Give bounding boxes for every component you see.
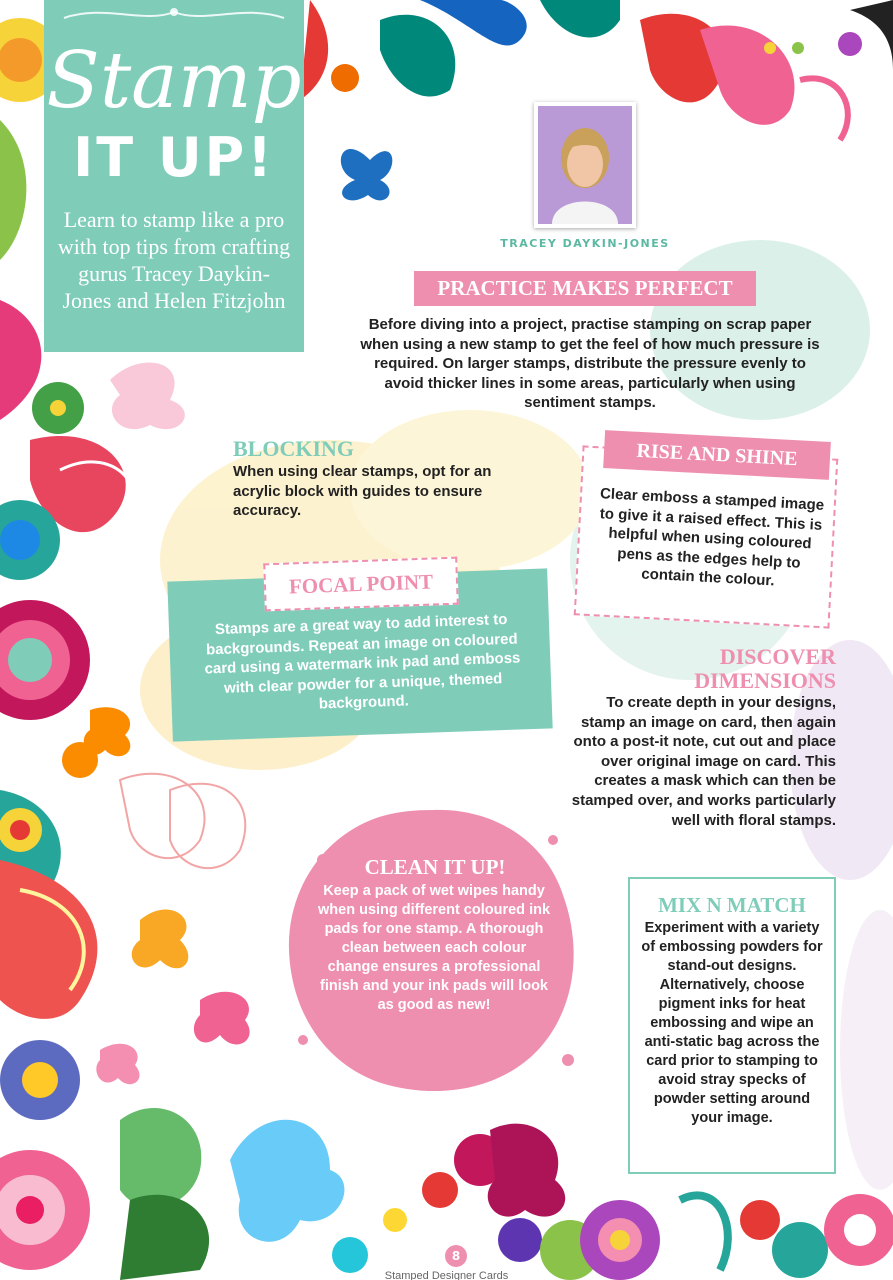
footer-title: Stamped Designer Cards — [384, 1270, 509, 1280]
focal-text: Stamps are a great way to add interest to backgrounds. Repeat an image on coloured card using a watermark ink pad and emboss with clear powder for a unique, themed background. — [204, 610, 521, 713]
blocking-text: When using clear stamps, opt for an acrylic block with guides to ensure accuracy. — [233, 463, 492, 520]
discover-heading-line1: DISCOVER — [719, 644, 836, 669]
rise-text: Clear emboss a stamped image to give it a raised effect. This is helpful when using coloured pens as the edges help to contain the colour. — [599, 485, 825, 590]
rise-heading: RISE AND SHINE — [603, 430, 831, 480]
title-script: Stamp — [46, 36, 302, 126]
clean-text: Keep a pack of wet wipes handy when using different coloured ink pads for one stamp. A thorough clean between each colour change ensures a professional finish and your ink pads will look as good as new! — [318, 883, 551, 1013]
clean-heading: CLEAN IT UP! — [364, 855, 506, 879]
author-photo — [534, 102, 636, 228]
photo-caption: TRACEY DAYKIN-JONES — [470, 233, 700, 255]
mix-text: Experiment with a variety of embossing powders for stand-out designs. Alternatively, choose pigment inks for heat embossing and wipe an anti-static bag across the card prior to stamping to avoid stray specks of powder setting around your image. — [641, 920, 823, 1126]
leaf-ornament-icon — [44, 0, 304, 30]
practice-text: Before diving into a project, practise stamping on scrap paper when using a new stamp to get the feel of how much pressure is required. On larger stamps, distribute the pressure evenly to avoid thicker lines in some areas, particularly when using sentiment stamps. — [360, 316, 820, 412]
title-panel — [44, 0, 304, 352]
practice-heading: PRACTICE MAKES PERFECT — [414, 271, 756, 306]
portrait-image — [538, 106, 632, 224]
page-number: 8 — [445, 1245, 467, 1267]
mix-heading: MIX N MATCH — [658, 893, 806, 917]
title-caps: IT UP! — [73, 126, 275, 189]
discover-heading — [590, 645, 836, 693]
blocking-heading: BLOCKING — [233, 436, 355, 461]
title-intro: Learn to stamp like a pro with top tips from crafting gurus Tracey Daykin-Jones and Helen Fitzjohn — [57, 207, 291, 313]
focal-heading: FOCAL POINT — [263, 557, 459, 612]
discover-heading-line2: DIMENSIONS — [694, 668, 836, 693]
discover-text: To create depth in your designs, stamp an image on card, then again onto a post-it note, cut out and place over original image on card. This creates a mask which can then be stamped over, and works particularly well with floral stamps. — [571, 694, 836, 829]
